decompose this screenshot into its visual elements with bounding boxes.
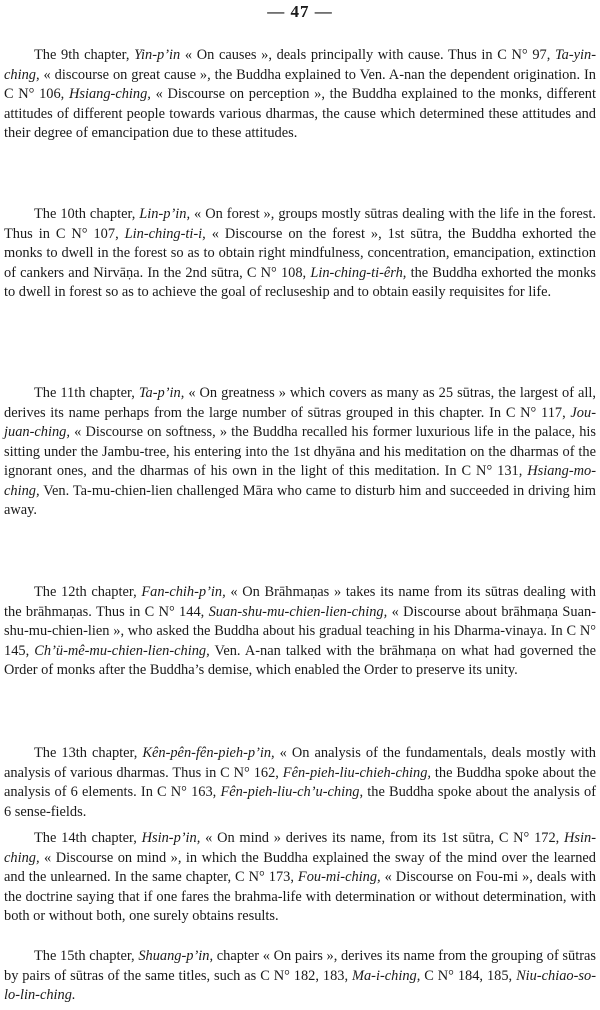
text-run: the Buddha exhorted the monks to dwell in forest so as to achieve the goal of recluseship and to obtain easily requisites for life. [4, 264, 596, 300]
italic-term: Suan-shu-mu-chien-lien-ching, [208, 603, 388, 620]
text-run: The 15th chapter, [34, 948, 139, 964]
italic-term: Niu-chiao-so-lo-lin-ching. [4, 967, 596, 1003]
text-run: The 14th chapter, [34, 830, 142, 846]
paragraph-chapter-15 [4, 947, 596, 1006]
italic-term: Ta-p’in, [138, 385, 185, 401]
text-run: « Discourse on the forest », 1st sūtra, the Buddha exhorted the monks to dwell in the forest so as to obtain right mindfulness, concentration, emancipation, extinction of cankers and Nirvāṇa. In the 2nd sūtra, C N° 108, [4, 225, 596, 281]
text-run: the Buddha spoke about the analysis of 6 elements. In C N° 163, [4, 764, 596, 800]
italic-term: Ma-i-ching, [352, 967, 421, 984]
paragraph-chapter-11 [4, 384, 596, 521]
italic-term: Fên-pieh-liu-ch’u-ching, [220, 784, 364, 800]
italic-term: Lin-p’in, [139, 206, 191, 222]
paragraph-chapter-10 [4, 205, 596, 303]
text-run: « On greatness » which covers as many as 25 sūtras, the largest of all, derives its name perhaps from the large number of sūtras grouped in this chapter. In C N° 117, [4, 385, 596, 421]
text-run: « On forest », groups mostly sūtras dealing with the life in the forest. Thus in C N° 107, [4, 206, 596, 242]
text-run: « On causes », deals principally with cause. Thus in C N° 97, [180, 47, 555, 63]
italic-term: Jou-juan-ching, [4, 404, 596, 440]
text-run: C N° 184, 185, [420, 967, 517, 984]
text-run: « Discourse on softness, » the Buddha recalled his former luxurious life in the palace, his sitting under the Jambu-tree, his entering into the 1st dhyāna and his meditation on the dharmas of the ignorant ones, and the dharmas of his own in the light of this meditation. In C N° 131, [4, 424, 596, 479]
text-run: The 9th chapter, [34, 47, 135, 63]
text-run: « Discourse on perception », the Buddha explained to the monks, different attitudes of different people towards various dharmas, the cause which determined these attitudes and their degree of emancipation due to these attitudes. [4, 86, 596, 141]
text-run: « Discourse about brāhmaṇa Suan-shu-mu-chien-lien », who asked the Buddha about his gradual teaching in his Dharma-vinaya. In C N° 145, [4, 603, 596, 659]
page-number: — 47 — [267, 2, 333, 21]
text-run: « discourse on great cause », the Buddha explained to Ven. A-nan the dependent origination. In C N° 106, [4, 66, 596, 102]
paragraph-chapter-9 [4, 46, 596, 144]
text-run: « Discourse on mind », in which the Buddha explained the sway of the mind over the learned and the unlearned. In the same chapter, C N° 173, [4, 849, 596, 885]
italic-term: Lin-ching-ti-i, [124, 225, 206, 242]
italic-term: Ta-yin-ching, [4, 47, 597, 83]
text-run: The 10th chapter, [34, 206, 140, 222]
italic-term: Ch’ü-mê-mu-chien-lien-ching, [34, 642, 210, 659]
text-run: The 12th chapter, [34, 584, 142, 600]
italic-term: Hsin-p’in, [141, 830, 201, 846]
paragraph-chapter-13 [4, 744, 596, 822]
text-run: « On mind » derives its name, from its 1st sūtra, C N° 172, [200, 830, 565, 846]
text-run: the Buddha spoke about the analysis of 6 sense-fields. [4, 784, 596, 820]
italic-term: Fan-chih-p’in, [141, 584, 226, 600]
italic-term: Lin-ching-ti-êrh, [310, 264, 407, 281]
text-run: « On analysis of the fundamentals, deals mostly with analysis of various dharmas. Thus in C N° 162, [4, 745, 596, 781]
italic-term: Hsin-ching, [4, 830, 596, 866]
italic-term: Fên-pieh-liu-chieh-ching, [282, 764, 432, 781]
text-run: The 13th chapter, [34, 745, 143, 761]
text-run: « On Brāhmaṇas » takes its name from its sūtras dealing with the brāhmaṇas. Thus in C N° 144, [4, 584, 596, 620]
paragraph-chapter-14 [4, 829, 596, 927]
text-run: Ven. Ta-mu-chien-lien challenged Māra who came to disturb him and succeeded in driving him away. [4, 482, 596, 518]
italic-term: Yin-p’in [134, 47, 181, 63]
text-run: chapter « On pairs », derives its name from the grouping of sūtras by pairs of sūtras of the same titles, such as C N° 182, 183, [4, 948, 596, 984]
text-run: « Discourse on Fou-mi », deals with the doctrine saying that if one fares the brahma-life with determination or without determination, with both or without both, one surely obtains results. [4, 869, 596, 924]
text-run: Ven. A-nan talked with the brāhmaṇa on what had governed the Order of monks after the Buddha’s demise, which enabled the Order to preserve its unity. [4, 642, 596, 678]
italic-term: Kên-pên-fên-pieh-p’in, [142, 745, 275, 761]
italic-term: Fou-mi-ching, [297, 869, 381, 885]
text-run: The 11th chapter, [34, 385, 139, 401]
italic-term: Hsiang-ching, [68, 86, 151, 102]
italic-term: Shuang-p’in, [138, 948, 214, 964]
italic-term: Hsiang-mo-ching, [4, 463, 596, 499]
paragraph-chapter-12 [4, 583, 596, 681]
